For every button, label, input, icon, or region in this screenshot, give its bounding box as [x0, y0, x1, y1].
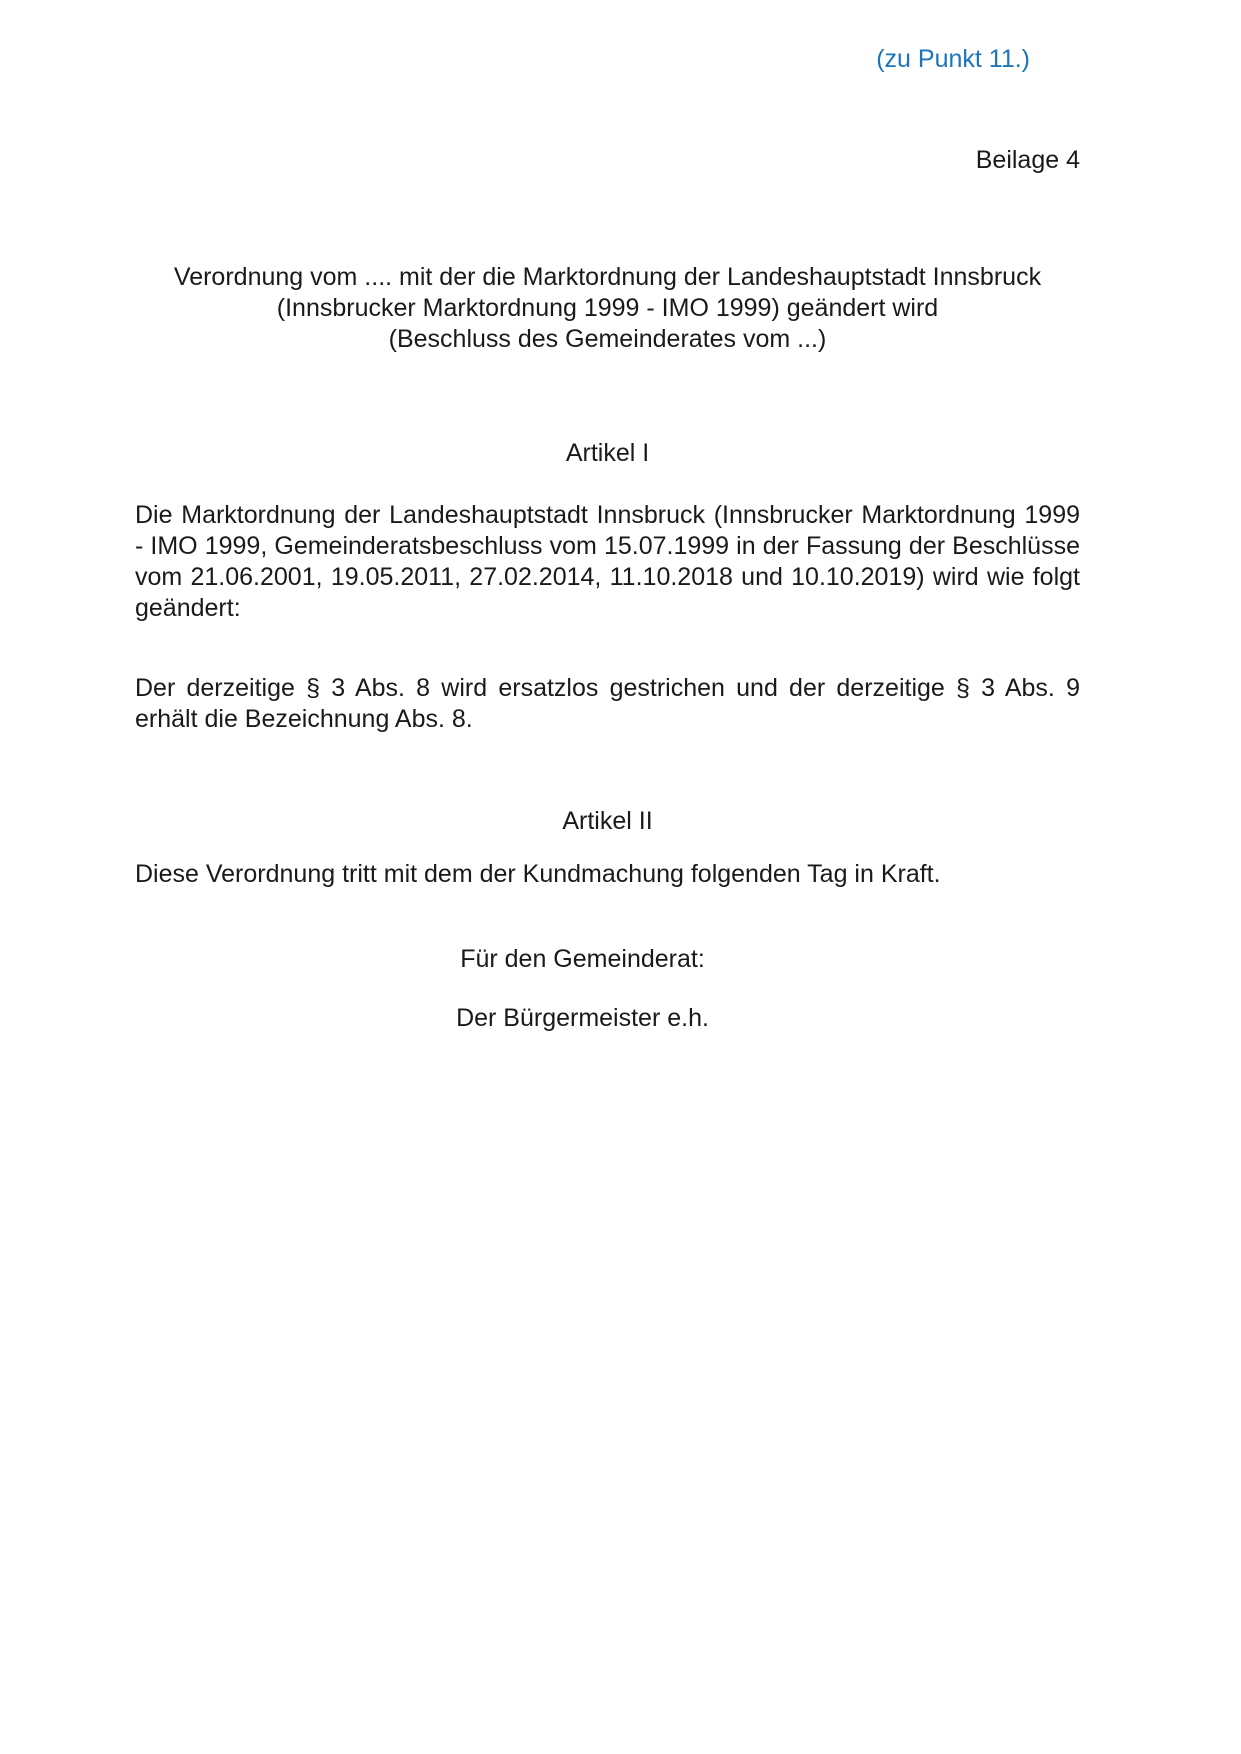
closing-line-gemeinderat: Für den Gemeinderat: — [460, 945, 705, 973]
section-heading-artikel-2: Artikel II — [562, 807, 653, 835]
agenda-point-annotation: (zu Punkt 11.) — [876, 45, 1030, 73]
document-title-line-2: (Innsbrucker Marktordnung 1999 - IMO 1999) geändert wird — [276, 294, 939, 322]
artikel-1-paragraph-1: Die Marktordnung der Landeshauptstadt Innsbruck (Innsbrucker Marktordnung 1999 - IMO 1999, Gemeinderatsbeschluss vom 15.07.1999 in der Fassung der Beschlüsse vom 21.06.2001, 19.05.2011, 27.02.2014, 11.10.2018 und 10.10.2019) wird wie folgt geändert: — [135, 501, 1080, 622]
attachment-label: Beilage 4 — [975, 146, 1080, 174]
closing-line-buergermeister: Der Bürgermeister e.h. — [456, 1004, 709, 1032]
section-heading-artikel-1: Artikel I — [565, 439, 650, 467]
artikel-1-paragraph-2: Der derzeitige § 3 Abs. 8 wird ersatzlos gestrichen und der derzeitige § 3 Abs. 9 erhält die Bezeichnung Abs. 8. — [135, 674, 1080, 733]
artikel-2-paragraph-1: Diese Verordnung tritt mit dem der Kundmachung folgenden Tag in Kraft. — [135, 860, 941, 888]
document-title-line-1: Verordnung vom .... mit der die Marktordnung der Landeshauptstadt Innsbruck — [173, 263, 1042, 291]
document-title-line-3: (Beschluss des Gemeinderates vom ...) — [388, 325, 827, 353]
document-title — [135, 262, 1080, 355]
